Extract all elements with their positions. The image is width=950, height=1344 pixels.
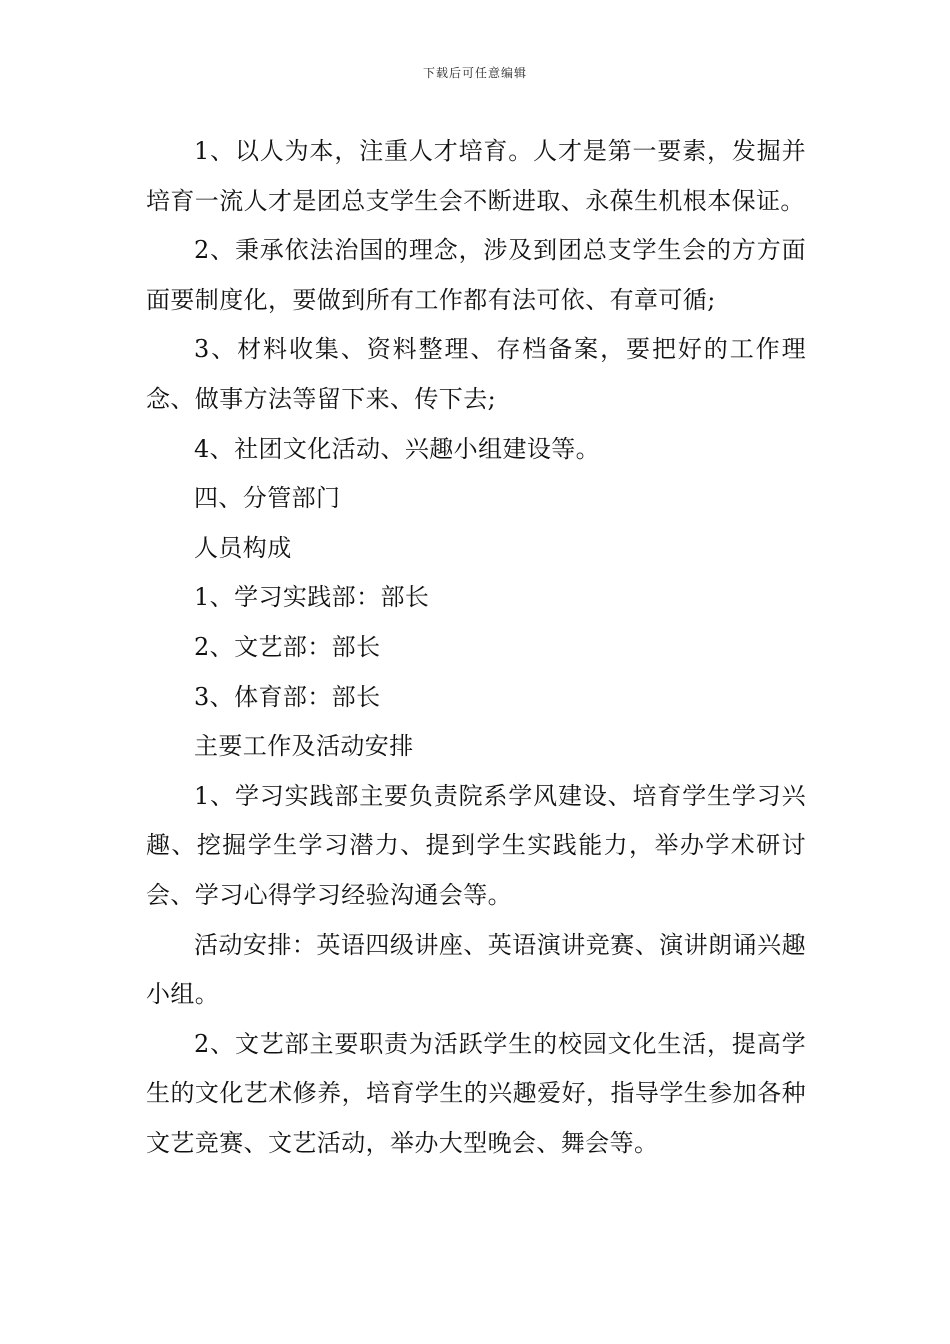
paragraph-principle-archiving: 3、材料收集、资料整理、存档备案，要把好的工作理念、做事方法等留下来、传下去; [146, 335, 806, 413]
section-heading-departments: 四、分管部门 [194, 484, 341, 513]
paragraph-study-practice-duties: 1、学习实践部主要负责院系学风建设、培育学生学习兴趣、挖掘学生学习潜力、提到学生实践能力，举办学术研讨会、学习心得学习经验沟通会等。 [146, 781, 806, 909]
staff-arts: 2、文艺部：部长 [194, 632, 381, 661]
staff-sports: 3、体育部：部长 [194, 682, 381, 711]
paragraph-arts-duties: 2、文艺部主要职责为活跃学生的校园文化生活，提高学生的文化艺术修养，培育学生的兴趣爱好，指导学生参加各种文艺竞赛、文艺活动，举办大型晚会、舞会等。 [146, 1029, 806, 1157]
paragraph-study-practice-activities: 活动安排：英语四级讲座、英语演讲竞赛、演讲朗诵兴趣小组。 [146, 930, 806, 1009]
document-body [146, 127, 806, 1168]
staff-study-practice: 1、学习实践部：部长 [194, 583, 430, 612]
paragraph-principle-rule-of-law: 2、秉承依法治国的理念，涉及到团总支学生会的方方面面要制度化，要做到所有工作都有法可依、有章可循; [146, 236, 806, 314]
subheading-work-activities: 主要工作及活动安排 [194, 732, 414, 761]
paragraph-principle-clubs: 4、社团文化活动、兴趣小组建设等。 [194, 434, 601, 463]
page-header: 下载后可任意编辑 [422, 66, 527, 80]
paragraph-principle-talent: 1、以人为本，注重人才培育。人才是第一要素，发掘并培育一流人才是团总支学生会不断进取、永葆生机根本保证。 [146, 137, 806, 215]
subheading-staff: 人员构成 [194, 533, 292, 562]
